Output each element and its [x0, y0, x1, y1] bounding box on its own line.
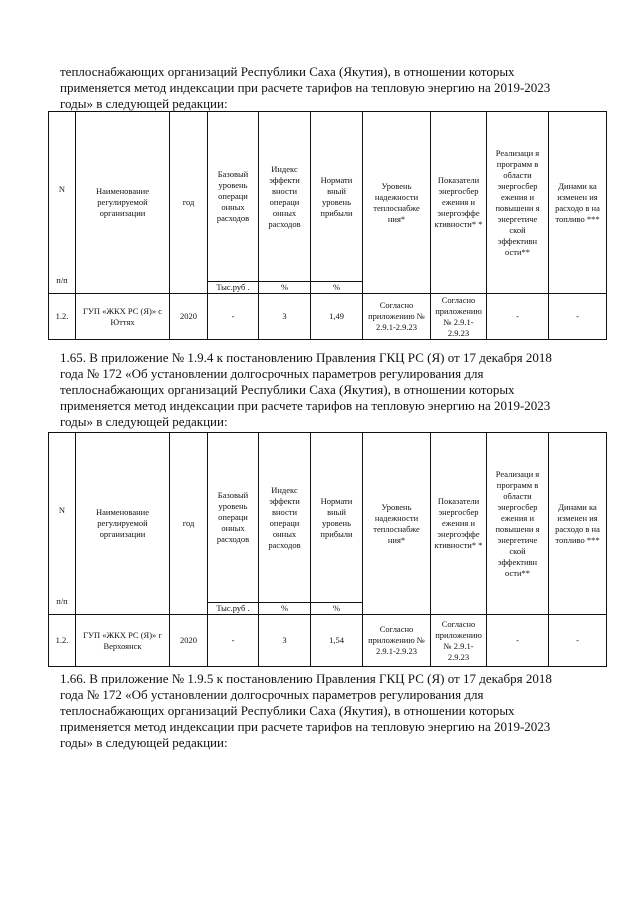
header-programs: Реализаци я программ в области энергосбер ежения и повышени я энергетиче ской эффективн ости**	[487, 433, 549, 615]
header-dynamics: Динами ка изменен ия расходо в на топливо ***	[549, 433, 607, 615]
header-energy: Показатели энергосбер ежения и энергоэффе ктивности* *	[431, 112, 487, 294]
header-index: Индекс эффекти вности операци онных расходов	[259, 433, 311, 603]
header-reliability: Уровень надежности теплоснабже ния*	[363, 433, 431, 615]
paragraph-1-65	[60, 350, 605, 430]
row-programs: -	[487, 294, 549, 340]
header-year: год	[170, 112, 208, 294]
row-index: 3	[259, 294, 311, 340]
paragraph-line: 1.65. В приложение № 1.9.4 к постановлению Правления ГКЦ РС (Я) от 17 декабря 2018	[60, 350, 552, 365]
header-energy: Показатели энергосбер ежения и энергоэффе ктивности* *	[431, 433, 487, 615]
row-number: 1.2.	[49, 615, 76, 667]
header-profit: Нормати вный уровень прибыли	[311, 112, 363, 282]
row-energy: Согласно приложению № 2.9.1- 2.9.23	[431, 294, 487, 340]
header-name: Наименование регулируемой организации	[76, 112, 170, 294]
unit-profit: %	[311, 282, 363, 294]
header-npp: п/п	[56, 274, 68, 285]
header-n: N	[58, 183, 66, 194]
paragraph-line: годы» в следующей редакции:	[60, 414, 228, 429]
unit-index: %	[259, 282, 311, 294]
row-base: -	[208, 294, 259, 340]
row-year: 2020	[170, 294, 208, 340]
row-dynamics: -	[549, 615, 607, 667]
row-base: -	[208, 615, 259, 667]
header-n: N	[58, 504, 66, 515]
header-dynamics: Динами ка изменен ия расходо в на топливо ***	[549, 112, 607, 294]
header-npp: п/п	[56, 595, 68, 606]
header-year: год	[170, 433, 208, 615]
row-energy: Согласно приложению № 2.9.1- 2.9.23	[431, 615, 487, 667]
unit-base: Тыс.руб .	[208, 282, 259, 294]
paragraph-line: применяется метод индексации при расчете тарифов на тепловую энергию на 2019-2023	[60, 719, 551, 734]
paragraph-line: теплоснабжающих организаций Республики Саха (Якутия), в отношении которых	[60, 382, 515, 397]
paragraph-line: годы» в следующей редакции:	[60, 735, 228, 750]
unit-profit: %	[311, 603, 363, 615]
row-organization: ГУП «ЖКХ РС (Я)» г Верхоянск	[76, 615, 170, 667]
row-dynamics: -	[549, 294, 607, 340]
row-index: 3	[259, 615, 311, 667]
unit-index: %	[259, 603, 311, 615]
tariff-table-1	[48, 111, 607, 340]
row-profit: 1,54	[311, 615, 363, 667]
table-header-row	[49, 112, 607, 282]
table-row	[49, 615, 607, 667]
table-header-row	[49, 433, 607, 603]
intro-line: применяется метод индексации при расчете тарифов на тепловую энергию на 2019-2023	[60, 80, 551, 95]
table-row	[49, 294, 607, 340]
header-base: Базовый уровень операци онных расходов	[208, 433, 259, 603]
intro-line: теплоснабжающих организаций Республики Саха (Якутия), в отношении которых	[60, 64, 515, 79]
paragraph-line: теплоснабжающих организаций Республики Саха (Якутия), в отношении которых	[60, 703, 515, 718]
header-n-cell	[49, 433, 76, 615]
header-programs: Реализаци я программ в области энергосбер ежения и повышени я энергетиче ской эффективн ости**	[487, 112, 549, 294]
intro-paragraph	[60, 64, 605, 112]
header-base: Базовый уровень операци онных расходов	[208, 112, 259, 282]
tariff-table-2	[48, 432, 607, 667]
paragraph-line: года № 172 «Об установлении долгосрочных параметров регулирования для	[60, 366, 484, 381]
intro-line: годы» в следующей редакции:	[60, 96, 228, 111]
row-number: 1.2.	[49, 294, 76, 340]
header-n-cell	[49, 112, 76, 294]
header-name: Наименование регулируемой организации	[76, 433, 170, 615]
paragraph-line: 1.66. В приложение № 1.9.5 к постановлению Правления ГКЦ РС (Я) от 17 декабря 2018	[60, 671, 552, 686]
unit-base: Тыс.руб .	[208, 603, 259, 615]
row-profit: 1,49	[311, 294, 363, 340]
paragraph-line: года № 172 «Об установлении долгосрочных параметров регулирования для	[60, 687, 484, 702]
header-index: Индекс эффекти вности операци онных расходов	[259, 112, 311, 282]
paragraph-1-66	[60, 671, 605, 751]
row-programs: -	[487, 615, 549, 667]
row-reliability: Согласно приложению № 2.9.1-2.9.23	[363, 294, 431, 340]
row-reliability: Согласно приложению № 2.9.1-2.9.23	[363, 615, 431, 667]
paragraph-line: применяется метод индексации при расчете тарифов на тепловую энергию на 2019-2023	[60, 398, 551, 413]
header-reliability: Уровень надежности теплоснабже ния*	[363, 112, 431, 294]
row-year: 2020	[170, 615, 208, 667]
row-organization: ГУП «ЖКХ РС (Я)» с Юттях	[76, 294, 170, 340]
header-profit: Нормати вный уровень прибыли	[311, 433, 363, 603]
